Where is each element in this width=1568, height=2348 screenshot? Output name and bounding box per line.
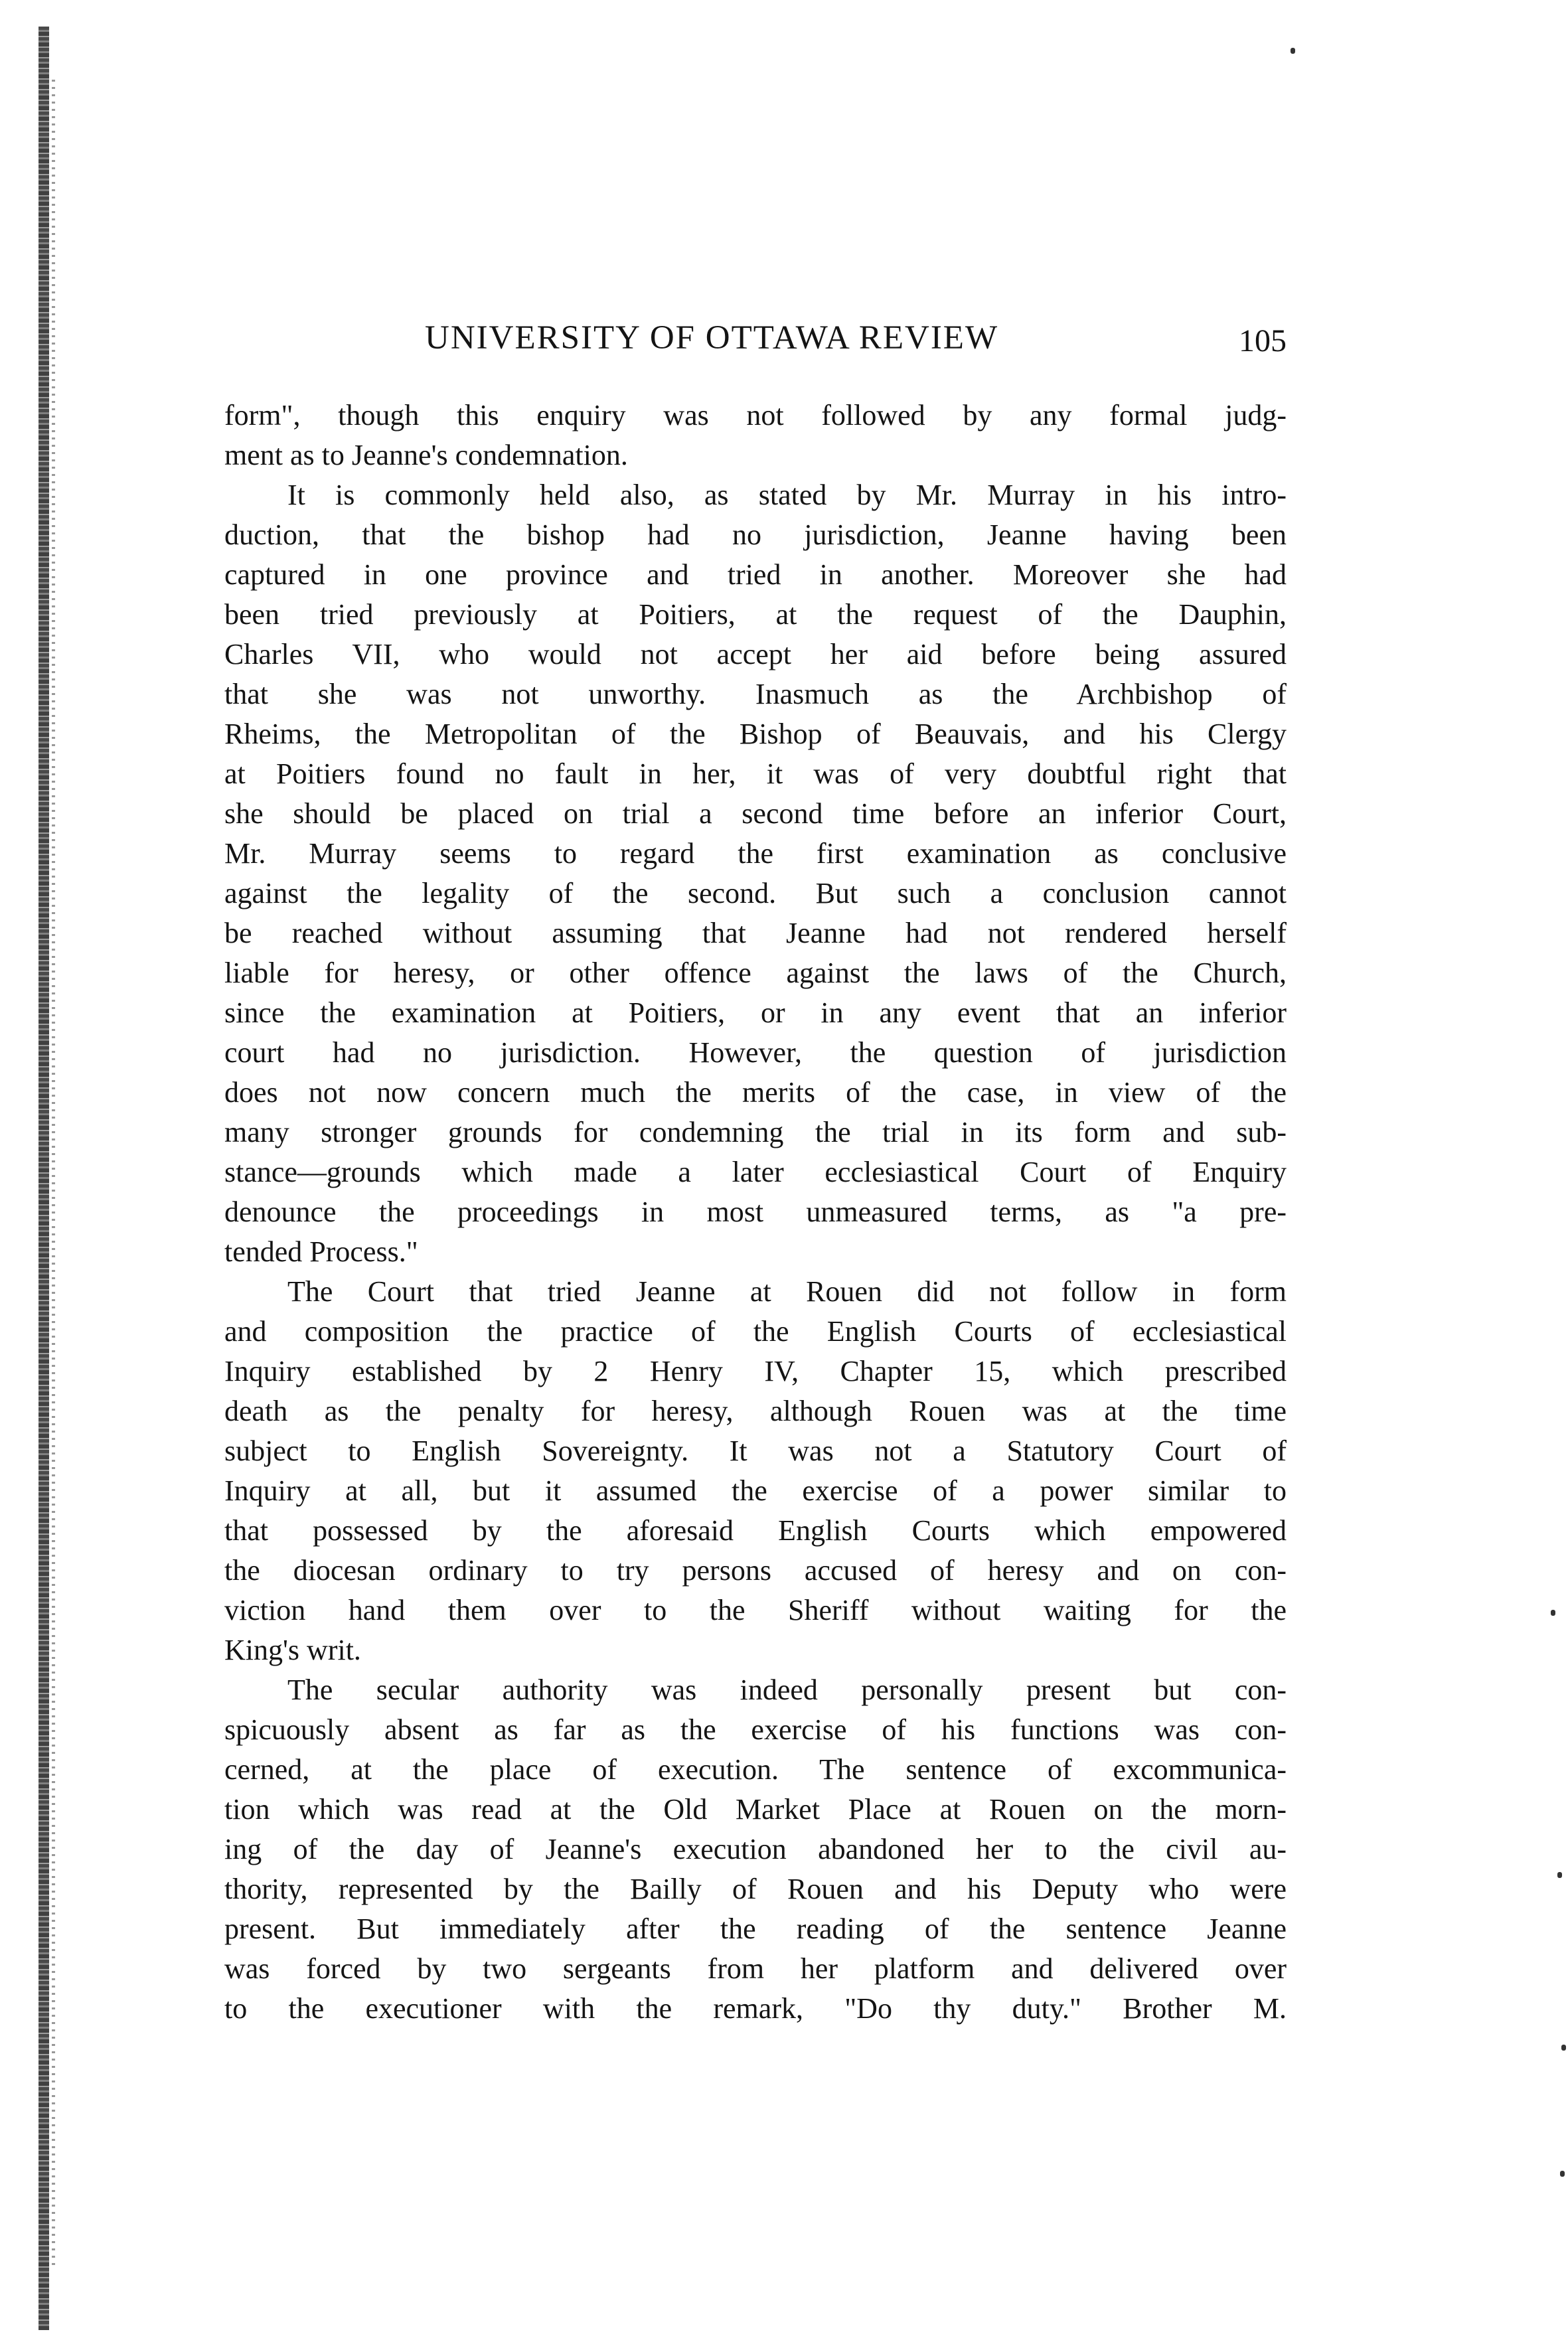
- text-line: Inquiry at all, but it assumed the exercise of a power similar to: [224, 1474, 1287, 1507]
- scan-speck: [1291, 48, 1295, 54]
- text-line: many stronger grounds for condemning the trial in its form and sub-: [224, 1116, 1287, 1148]
- running-head: [224, 319, 1287, 372]
- text-line: Mr. Murray seems to regard the first examination as conclusive: [224, 837, 1287, 870]
- text-line: was forced by two sergeants from her platform and delivered over: [224, 1952, 1287, 1985]
- text-line: The Court that tried Jeanne at Rouen did not follow in form: [287, 1275, 1287, 1308]
- text-line: does not now concern much the merits of the case, in view of the: [224, 1076, 1287, 1109]
- journal-title: UNIVERSITY OF OTTAWA REVIEW: [425, 319, 999, 356]
- text-line: It is commonly held also, as stated by Mr. Murray in his intro-: [287, 479, 1287, 511]
- text-line: form", though this enquiry was not followed by any formal judg-: [224, 399, 1287, 431]
- text-line: stance—grounds which made a later ecclesiastical Court of Enquiry: [224, 1156, 1287, 1188]
- text-line: that possessed by the aforesaid English Courts which empowered: [224, 1514, 1287, 1547]
- text-line: liable for heresy, or other offence against the laws of the Church,: [224, 957, 1287, 989]
- text-line: death as the penalty for heresy, although Rouen was at the time: [224, 1395, 1287, 1427]
- text-line: to the executioner with the remark, "Do thy duty." Brother M.: [224, 1992, 1287, 2025]
- binding-edge-scan-artifact: [39, 27, 49, 2330]
- text-line: she should be placed on trial a second time before an inferior Court,: [224, 797, 1287, 830]
- text-line: present. But immediately after the reading of the sentence Jeanne: [224, 1913, 1287, 1945]
- text-line: Inquiry established by 2 Henry IV, Chapter 15, which prescribed: [224, 1355, 1287, 1387]
- scan-speck: [1560, 2171, 1565, 2177]
- book-page: [224, 319, 1287, 2029]
- text-line: that she was not unworthy. Inasmuch as the Archbishop of: [224, 678, 1287, 710]
- text-line: cerned, at the place of execution. The sentence of excommunica-: [224, 1753, 1287, 1786]
- text-line: subject to English Sovereignty. It was not a Statutory Court of: [224, 1435, 1287, 1467]
- text-line: duction, that the bishop had no jurisdiction, Jeanne having been: [224, 518, 1287, 551]
- text-line: against the legality of the second. But such a conclusion cannot: [224, 877, 1287, 909]
- scan-speck: [1551, 1610, 1555, 1616]
- text-line: spicuously absent as far as the exercise of his functions was con-: [224, 1713, 1287, 1746]
- text-line: thority, represented by the Bailly of Rouen and his Deputy who were: [224, 1873, 1287, 1905]
- text-line: King's writ.: [224, 1634, 361, 1666]
- text-line: and composition the practice of the English Courts of ecclesiastical: [224, 1315, 1287, 1348]
- text-line: Rheims, the Metropolitan of the Bishop of Beauvais, and his Clergy: [224, 718, 1287, 750]
- text-line: denounce the proceedings in most unmeasured terms, as "a pre-: [224, 1196, 1287, 1228]
- text-line: viction hand them over to the Sheriff without waiting for the: [224, 1594, 1287, 1626]
- text-line: ment as to Jeanne's condemnation.: [224, 439, 628, 471]
- body-text: [224, 396, 1287, 2029]
- scan-speck: [1561, 2045, 1566, 2051]
- page-number: 105: [1239, 323, 1287, 358]
- text-line: Charles VII, who would not accept her aid before being assured: [224, 638, 1287, 670]
- text-line: court had no jurisdiction. However, the question of jurisdiction: [224, 1036, 1287, 1069]
- text-line: the diocesan ordinary to try persons accused of heresy and on con-: [224, 1554, 1287, 1587]
- text-line: since the examination at Poitiers, or in any event that an inferior: [224, 996, 1287, 1029]
- text-line: tended Process.": [224, 1235, 418, 1268]
- scan-speck: [1557, 1872, 1562, 1878]
- text-line: at Poitiers found no fault in her, it was of very doubtful right that: [224, 757, 1287, 790]
- text-line: captured in one province and tried in another. Moreover she had: [224, 558, 1287, 591]
- text-line: be reached without assuming that Jeanne had not rendered herself: [224, 917, 1287, 949]
- text-line: ing of the day of Jeanne's execution abandoned her to the civil au-: [224, 1833, 1287, 1865]
- text-line: been tried previously at Poitiers, at the request of the Dauphin,: [224, 598, 1287, 631]
- text-line: tion which was read at the Old Market Place at Rouen on the morn-: [224, 1793, 1287, 1826]
- binding-shadow: [52, 80, 55, 2270]
- text-line: The secular authority was indeed personally present but con-: [287, 1674, 1287, 1706]
